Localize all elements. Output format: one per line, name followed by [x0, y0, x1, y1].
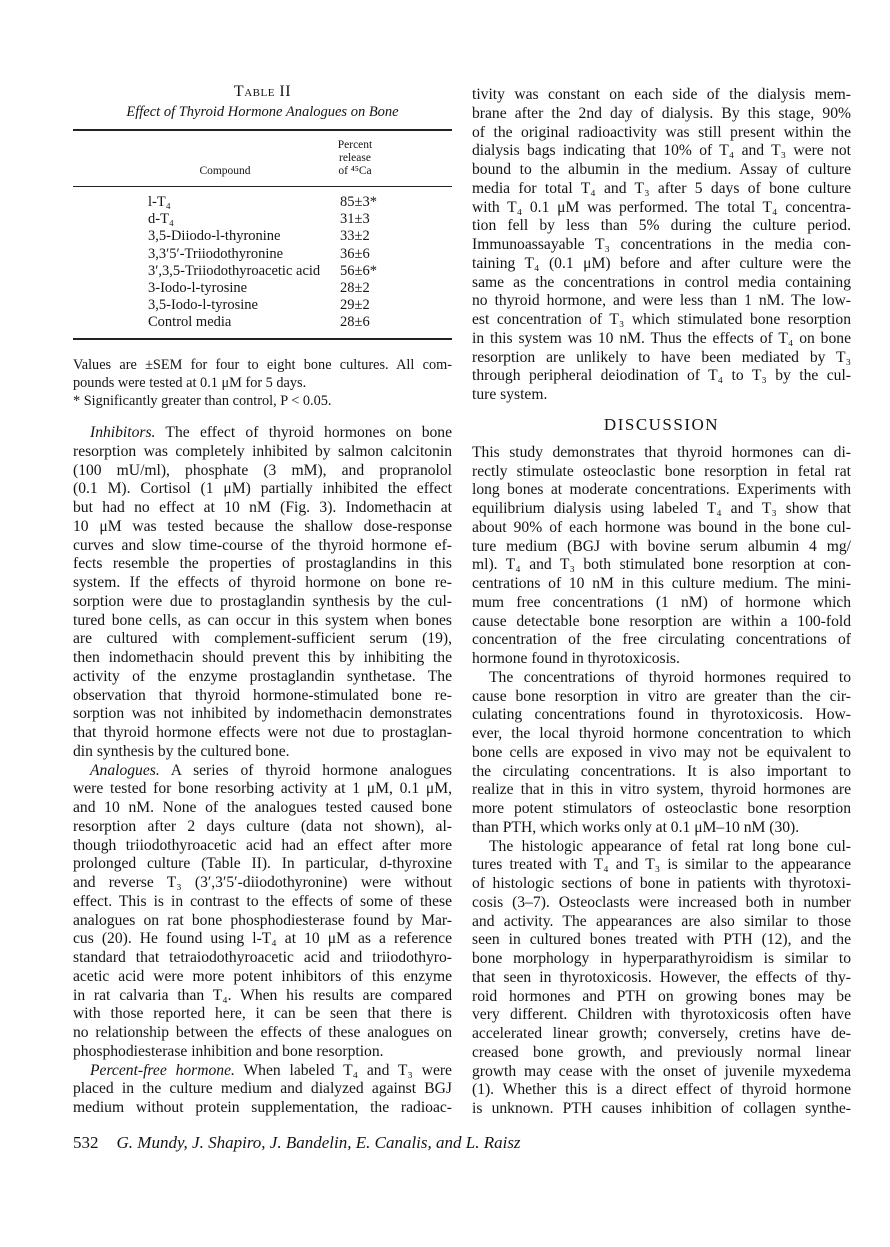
- column-header-release: [325, 139, 385, 178]
- text-line: fects resemble the properties of prostaglandins in this: [73, 555, 452, 573]
- text-line: growth may cease with the onset of juvenile myxedema: [472, 1062, 851, 1080]
- table-subtitle: Effect of Thyroid Hormone Analogues on Bone: [126, 104, 399, 120]
- line-text: A series of thyroid hormone analogues: [159, 761, 452, 779]
- text-line: culating concentrations found in thyrotoxicosis. How-: [472, 706, 851, 724]
- paragraph-lead: Percent-free hormone.: [90, 1061, 235, 1079]
- table-row: [148, 263, 448, 280]
- release-value-cell: 28±2: [340, 280, 370, 296]
- text-line: tured bone cells, as can occur in this system when bones: [73, 611, 452, 629]
- text-line: The concentrations of thyroid hormones required to: [489, 668, 851, 686]
- table-row: [148, 194, 448, 211]
- text-line: tivity was constant on each side of the dialysis mem-: [472, 86, 851, 103]
- text-line: bone cells are exposed in vivo may not be equivalent to: [472, 743, 851, 761]
- text-line: ture system.: [472, 386, 548, 403]
- text-line: in this system was 10 nM. Thus the effects of T₄ on bone: [472, 329, 851, 347]
- text-line: activity of the enzyme prostaglandin synthetase. The: [73, 667, 452, 685]
- header-line: of ⁴⁵Ca: [338, 165, 372, 177]
- text-line: tion fell by less than 5% during the culture period.: [472, 217, 851, 235]
- text-line: (100 mU/ml), phosphate (3 mM), and propranolol: [73, 461, 452, 479]
- table-row: [148, 297, 448, 314]
- running-authors: G. Mundy, J. Shapiro, J. Bandelin, E. Canalis, and L. Raisz: [116, 1133, 521, 1152]
- release-value-cell: 36±6: [340, 245, 370, 262]
- text-line: accelerated linear growth; conversely, cretins have de-: [472, 1025, 851, 1043]
- text-line: seen in cultured bones treated with PTH (12), and the: [472, 931, 851, 949]
- text-line: concentration of the free circulating concentrations of: [472, 631, 851, 649]
- text-line: very different. Children with thyrotoxicosis often have: [472, 1006, 851, 1024]
- table-bottom-rule: [73, 338, 452, 340]
- release-value-cell: 85±3*: [340, 194, 377, 210]
- text-line: the circulating concentrations. It is also important to: [472, 762, 851, 780]
- text-line: curves and slow time-course of the thyroid hormone ef-: [73, 536, 452, 554]
- text-line: no relationship between the effects of these analogues on: [73, 1024, 452, 1041]
- text-line: placed in the culture medium and dialyzed against BGJ: [73, 1080, 452, 1098]
- header-line: Percent: [337, 139, 373, 151]
- column-header-compound: Compound: [199, 165, 251, 177]
- table-title: Table II: [233, 83, 292, 100]
- text-line: cause bone resorption in vitro are greater than the cir-: [472, 687, 851, 705]
- text-line: din synthesis by the cultured bone.: [73, 742, 290, 760]
- text-line: ever, the local thyroid hormone concentration to which: [472, 725, 851, 743]
- text-line: that thyroid hormone effects were not due to prostaglan-: [73, 724, 452, 741]
- text-line: in rat calvaria than T₄. When his results are compared: [73, 986, 452, 1004]
- left-column-text: [73, 424, 452, 1118]
- text-line: resorption are unlikely to have been mediated by T₃: [472, 348, 851, 366]
- table-top-rule: [73, 129, 452, 131]
- compound-cell: d-T₄: [148, 211, 174, 228]
- text-line: This study demonstrates that thyroid hormones can di-: [472, 443, 851, 461]
- text-line: resorption after 2 days culture (data not shown), al-: [73, 817, 452, 835]
- text-line: brane after the 2nd day of dialysis. By this stage, 90%: [472, 104, 851, 122]
- text-line: 10 μM was tested because the shallow dose-response: [73, 517, 452, 535]
- page-footer: [73, 1133, 521, 1153]
- release-value-cell: 28±6: [340, 314, 370, 331]
- text-line: [73, 762, 452, 781]
- text-line: creased bone growth, and previously normal linear: [472, 1043, 851, 1061]
- text-line: sorption was not inhibited by indomethacin demonstrates: [73, 705, 452, 723]
- text-line: were tested for bone resorbing activity at 1 μM, 0.1 μM,: [73, 780, 452, 798]
- text-line: though triiodothyroacetic acid had an effect after more: [73, 836, 452, 854]
- paragraph: [472, 669, 851, 838]
- table-row: [148, 314, 448, 331]
- text-line: est concentration of T₃ which stimulated bone resorption: [472, 311, 851, 328]
- paragraph-lead: Analogues.: [90, 761, 160, 779]
- paragraph-lead: Inhibitors.: [90, 424, 156, 441]
- text-line: standard that tetraiodothyroacetic acid and triiodothyro-: [73, 949, 452, 966]
- text-line: ture medium (BGJ with bovine serum albumin 4 mg/: [472, 537, 851, 555]
- text-line: no thyroid hormone, and were less than 1 nM. The low-: [472, 292, 851, 310]
- paragraph: [73, 424, 452, 762]
- text-line: cosis (3–7). Osteoclasts were increased both in number: [472, 893, 851, 911]
- right-column-text: [472, 86, 851, 1119]
- text-line: realize that in this in vitro system, thyroid hormones are: [472, 781, 851, 799]
- text-line: bound to the albumin in the medium. Assay of culture: [472, 161, 851, 178]
- table-header-rule: [73, 186, 452, 187]
- text-line: dialysis bags indicating that 10% of T₄ and T₃ were not: [472, 142, 851, 160]
- text-line: that seen in thyrotoxicosis. However, the effects of thy-: [472, 968, 851, 986]
- text-line: system. If the effects of thyroid hormone on bone re-: [73, 574, 452, 591]
- text-line: mum free concentrations (1 nM) of hormone which: [472, 593, 851, 611]
- text-line: than PTH, which works only at 0.1 μM–10 nM (30).: [472, 818, 800, 836]
- text-line: equilibrium dialysis using labeled T₄ and T₃ show that: [472, 500, 851, 518]
- text-line: but had no effect at 10 nM (Fig. 3). Indomethacin at: [73, 499, 452, 516]
- text-line: of histologic sections of bone in patients with thyrotoxi-: [472, 875, 851, 893]
- text-line: are cultured with complement-sufficient serum (19),: [73, 630, 452, 648]
- text-line: taining T₄ (0.1 μM) before and after culture were the: [472, 254, 851, 272]
- text-line: and 10 nM. None of the analogues tested caused bone: [73, 799, 452, 816]
- table-row: [148, 211, 448, 228]
- compound-cell: l-T₄: [148, 194, 171, 210]
- text-line: hormone found in thyrotoxicosis.: [472, 650, 680, 668]
- text-line: media for total T₄ and T₃ after 5 days of bone culture: [472, 179, 851, 197]
- text-line: about 90% of each hormone was bound in the bone cul-: [472, 518, 851, 536]
- text-line: through peripheral deiodination of T₄ to T₃ by the cul-: [472, 367, 851, 385]
- line-text: The effect of thyroid hormones on bone: [155, 424, 452, 441]
- text-line: cus (20). He found using l-T₄ at 10 μM as a reference: [73, 930, 452, 948]
- header-line: release: [339, 152, 371, 164]
- text-line: medium without protein supplementation, the radioac-: [73, 1099, 452, 1116]
- compound-cell: 3,5-Iodo-l-tyrosine: [148, 297, 258, 314]
- release-value-cell: 56±6*: [340, 262, 377, 279]
- text-line: centrations of 10 nM in this culture medium. The mini-: [472, 575, 851, 593]
- compound-cell: 3-Iodo-l-tyrosine: [148, 280, 248, 296]
- text-line: ml). T₄ and T₃ both stimulated bone resorption at con-: [472, 556, 851, 574]
- table-row: [148, 228, 448, 245]
- paragraph: [472, 86, 851, 405]
- release-value-cell: 31±3: [340, 211, 370, 228]
- paragraph: [472, 444, 851, 669]
- release-value-cell: 29±2: [340, 297, 370, 314]
- text-line: tures treated with T₄ and T₃ is similar to the appearance: [472, 856, 851, 874]
- text-line: with those reported here, it can be seen that there is: [73, 1005, 452, 1023]
- text-line: resorption was completely inhibited by salmon calcitonin: [73, 442, 452, 460]
- text-line: more potent stimulators of osteoclastic bone resorption: [472, 800, 851, 818]
- text-line: observation that thyroid hormone-stimulated bone re-: [73, 686, 452, 704]
- text-line: (0.1 M). Cortisol (1 μM) partially inhibited the effect: [73, 480, 452, 498]
- text-line: [73, 424, 452, 443]
- compound-cell: 3,5-Diiodo-l-thyronine: [148, 228, 281, 245]
- text-line: The histologic appearance of fetal rat long bone cul-: [489, 837, 851, 855]
- paragraph: [73, 762, 452, 1062]
- table-row: [148, 280, 448, 297]
- text-line: long bones at moderate concentrations. Experiments with: [472, 481, 851, 499]
- release-value-cell: 33±2: [340, 228, 370, 245]
- text-line: acetic acid were more potent inhibitors of this enzyme: [73, 967, 452, 985]
- text-line: is unknown. PTH causes inhibition of collagen synthe-: [472, 1100, 851, 1118]
- text-line: and reverse T₃ (3′,3′5′-diiodothyronine) were without: [73, 874, 452, 891]
- text-line: same as the concentrations in control media containing: [472, 273, 851, 291]
- compound-cell: 3′,3,5-Triiodothyroacetic acid: [148, 262, 321, 279]
- table-note: pounds were tested at 0.1 μM for 5 days.: [73, 375, 307, 391]
- text-line: (1). Whether this is a direct effect of thyroid hormone: [472, 1081, 851, 1099]
- compound-cell: 3,3′5′-Triiodothyronine: [148, 245, 284, 262]
- text-line: of the original radioactivity was still present within the: [472, 123, 851, 141]
- table-footnote: * Significantly greater than control, P < 0.05.: [73, 393, 332, 409]
- text-line: sorption were due to prostaglandin synthesis by the cul-: [73, 592, 452, 610]
- page-number: 532: [73, 1133, 99, 1152]
- text-line: [73, 1062, 452, 1081]
- table-note: Values are ±SEM for four to eight bone cultures. All com-: [73, 357, 452, 373]
- paragraph: [472, 838, 851, 1119]
- text-line: with T₄ 0.1 μM was performed. The total T₄ concentra-: [472, 198, 851, 216]
- text-line: effect. This is in contrast to the effects of some of these: [73, 892, 452, 910]
- text-line: then indomethacin should prevent this by inhibiting the: [73, 649, 452, 666]
- text-line: bone morphology in hyperparathyroidism is similar to: [472, 950, 851, 968]
- text-line: roid hormones and PTH on growing bones may be: [472, 987, 851, 1005]
- text-line: Immunoassayable T₃ concentrations in the media con-: [472, 236, 851, 253]
- section-heading: DISCUSSION: [603, 414, 720, 434]
- text-line: analogues on rat bone phosphodiesterase found by Mar-: [73, 911, 452, 929]
- text-line: rectly stimulate osteoclastic bone resorption in fetal rat: [472, 462, 851, 480]
- text-line: prolonged culture (Table II). In particular, d-thyroxine: [73, 855, 452, 873]
- paragraph: [73, 1062, 452, 1118]
- text-line: cause detectable bone resorption are within a 100-fold: [472, 612, 851, 630]
- text-line: and activity. The appearances are also similar to those: [472, 912, 851, 930]
- text-line: phosphodiesterase inhibition and bone resorption.: [73, 1042, 384, 1060]
- line-text: When labeled T₄ and T₃ were: [234, 1061, 452, 1079]
- table-row: [148, 246, 448, 263]
- compound-cell: Control media: [148, 314, 232, 331]
